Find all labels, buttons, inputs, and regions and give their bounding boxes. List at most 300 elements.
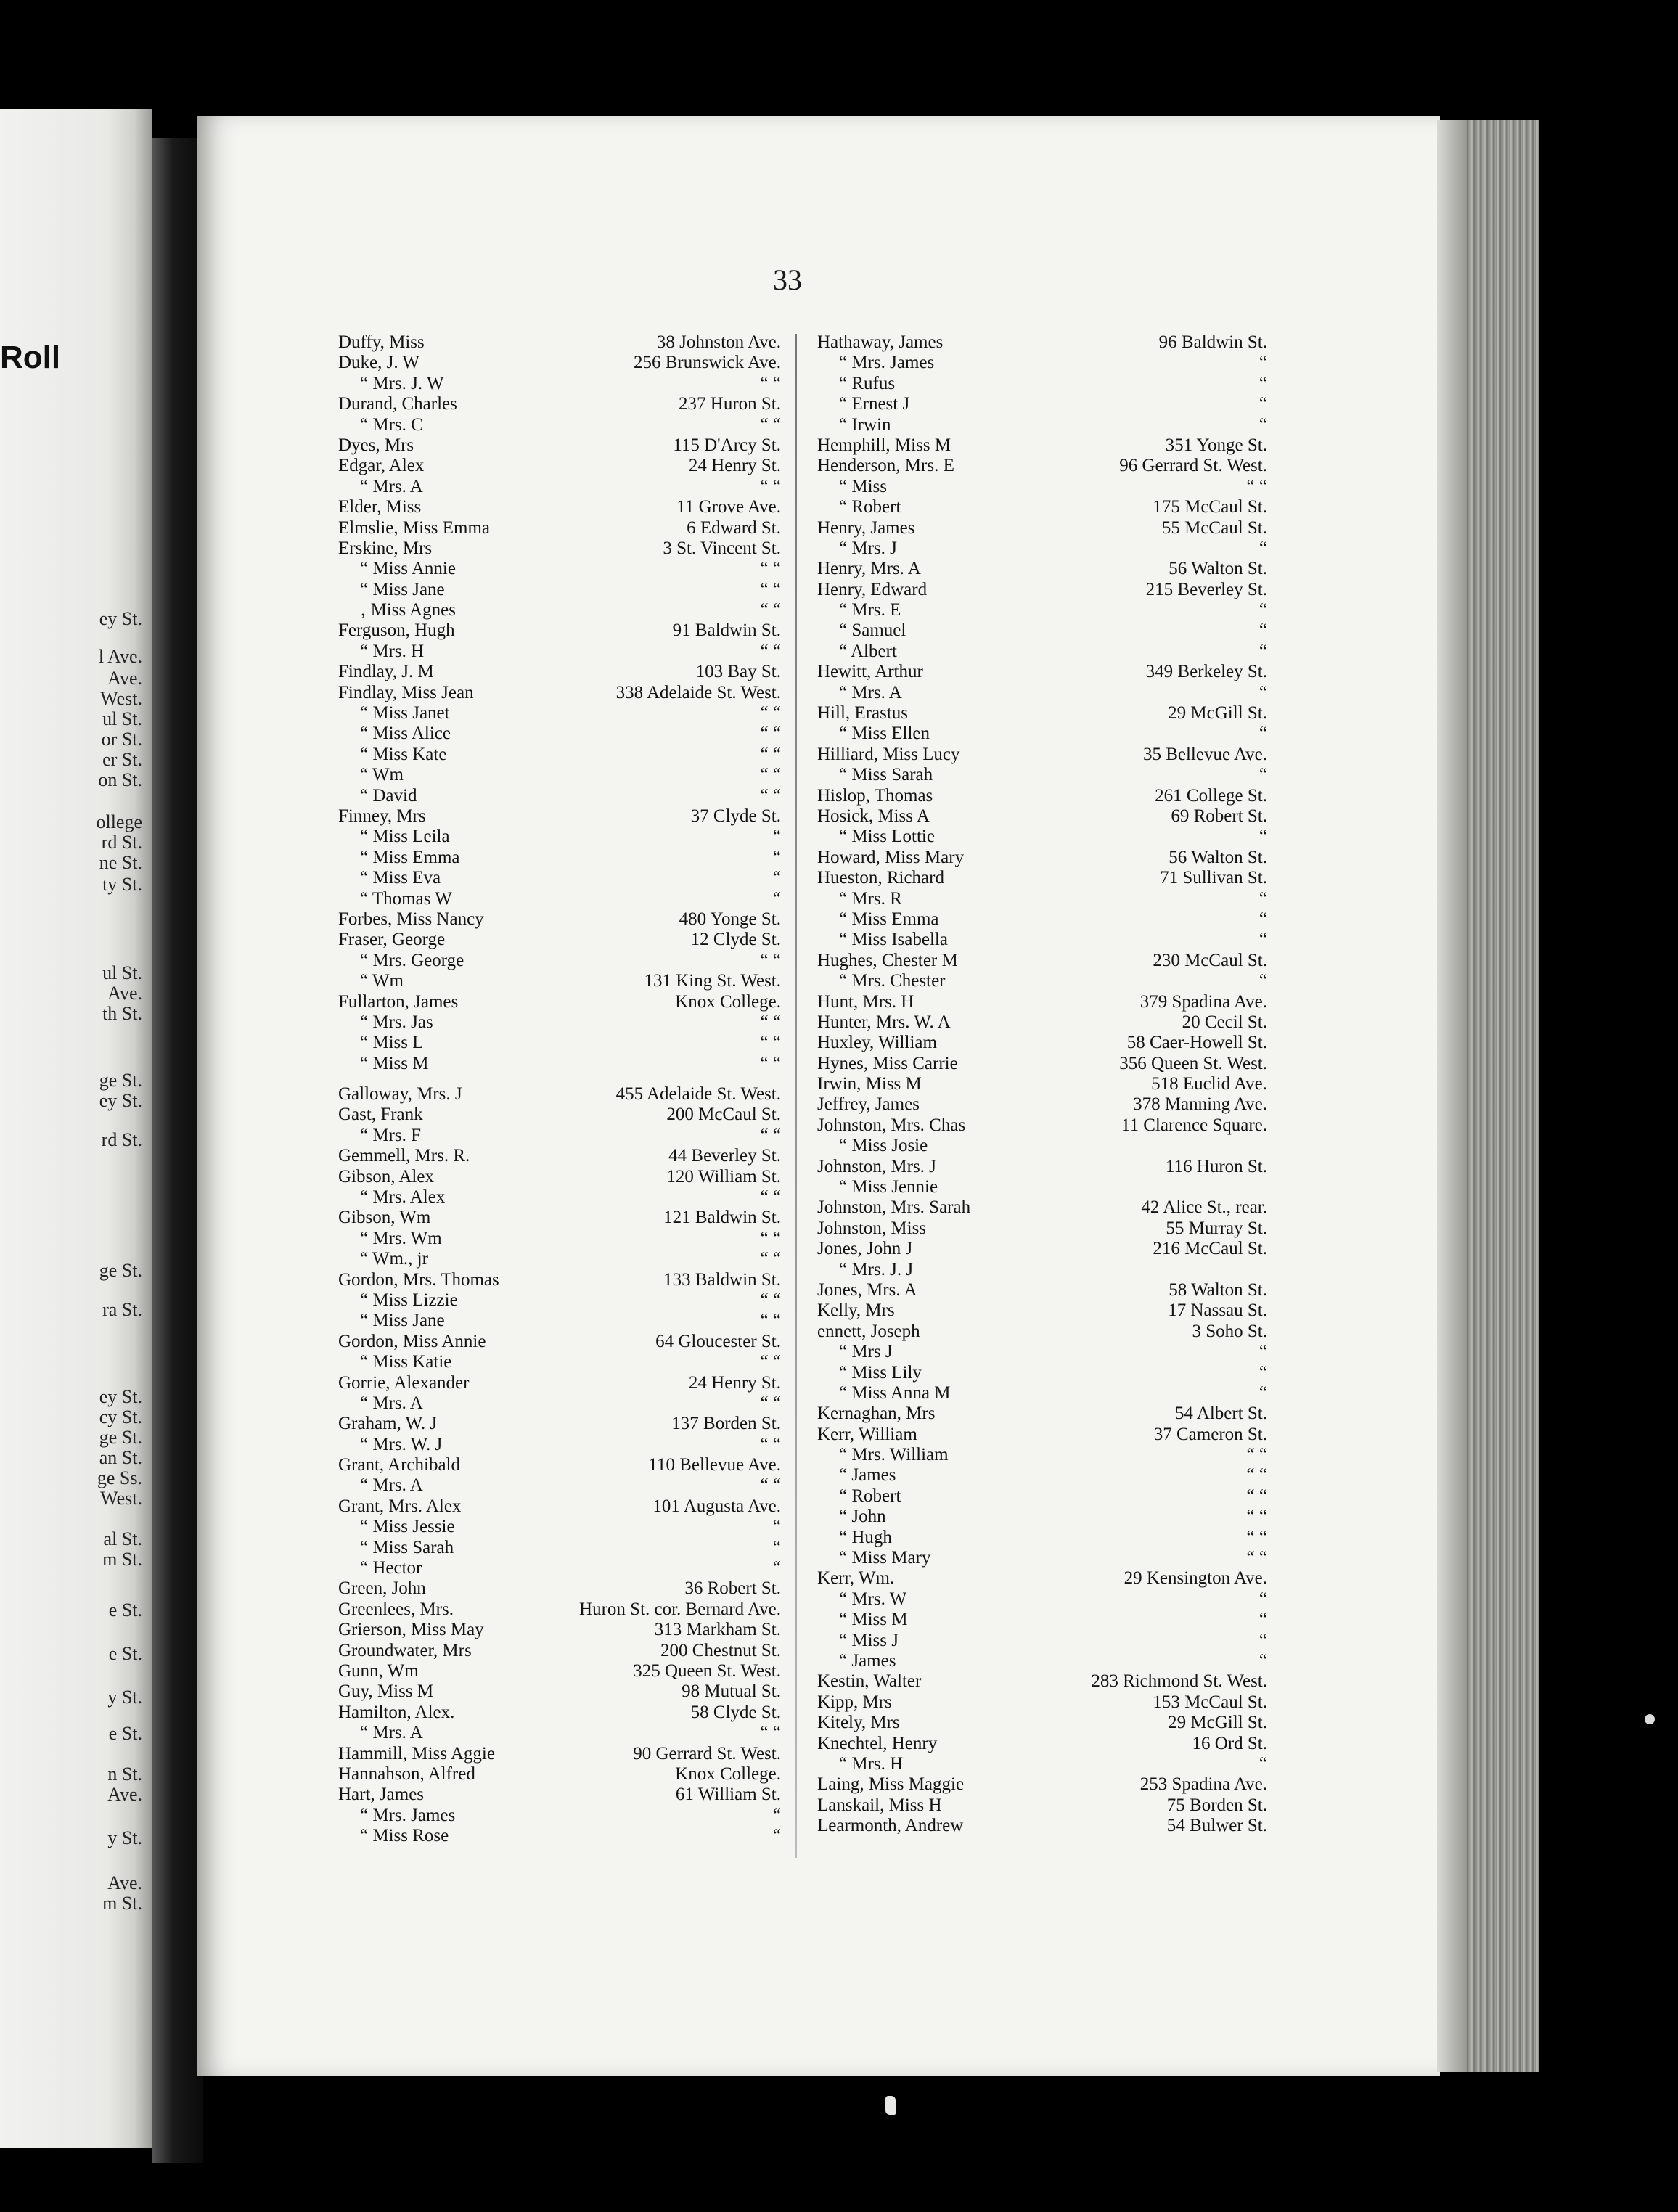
entry-name: “ Mrs. H: [360, 641, 425, 661]
entry-name: “ Mrs. William: [839, 1445, 949, 1465]
directory-entry: [817, 1239, 1267, 1259]
directory-entry: [338, 477, 781, 497]
entry-address: 313 Markham St.: [654, 1620, 781, 1640]
entry-name: Knechtel, Henry: [817, 1733, 938, 1753]
directory-entry: [817, 745, 1267, 765]
directory-entry: [817, 600, 1267, 620]
directory-entry: [338, 827, 781, 847]
entry-name: “ Miss Lizzie: [360, 1290, 458, 1310]
entry-address: “: [772, 868, 781, 888]
directory-entry: [817, 538, 1267, 559]
entry-address: 75 Borden St.: [1166, 1795, 1267, 1815]
entry-address: 24 Henry St.: [688, 456, 781, 476]
previous-page-fragment: al St.: [103, 1528, 142, 1549]
entry-address: 58 Caer-Howell St.: [1126, 1033, 1267, 1053]
entry-address: “ “: [760, 1249, 781, 1269]
directory-entry: [338, 930, 781, 950]
entry-address: “: [1258, 1630, 1267, 1650]
directory-entry: [338, 353, 781, 373]
previous-page-fragment: e St.: [108, 1643, 142, 1664]
previous-page-fragment: ge Ss.: [97, 1467, 142, 1488]
entry-address: “: [1258, 394, 1267, 414]
entry-address: 325 Queen St. West.: [633, 1661, 781, 1681]
directory-entry: [817, 1033, 1267, 1053]
directory-entry: [817, 1322, 1267, 1342]
entry-address: 480 Yonge St.: [679, 909, 781, 929]
entry-name: “ Mrs. J. W: [360, 373, 444, 393]
entry-name: “ Mrs. A: [360, 476, 423, 496]
directory-entry: [338, 1373, 781, 1393]
entry-name: Kerr, William: [817, 1424, 917, 1444]
directory-entry: [817, 477, 1267, 497]
entry-address: “ “: [760, 1311, 781, 1331]
entry-name: Kernaghan, Mrs: [817, 1404, 936, 1424]
directory-entry: [338, 1455, 781, 1475]
previous-page-fragment: West.: [100, 688, 142, 709]
directory-entry: [338, 1517, 781, 1537]
directory-entry: [338, 1012, 781, 1033]
directory-entry: [338, 1661, 781, 1681]
directory-entry: [817, 1692, 1267, 1713]
directory-entry: [338, 1187, 781, 1208]
entry-address: 230 McCaul St.: [1153, 950, 1267, 970]
entry-name: “ Mrs. W. J: [360, 1434, 443, 1454]
entry-name: Elder, Miss: [338, 497, 422, 517]
directory-entry: [817, 1734, 1267, 1754]
entry-address: 153 McCaul St.: [1153, 1692, 1267, 1712]
entry-name: Kipp, Mrs: [817, 1692, 892, 1712]
directory-entry: [338, 1249, 781, 1269]
entry-name: “ Hugh: [839, 1527, 892, 1547]
entry-name: “ Miss Emma: [360, 847, 460, 867]
entry-address: “ “: [760, 1053, 781, 1073]
previous-page-fragment: er St.: [102, 749, 142, 770]
directory-entry: [338, 1681, 781, 1702]
directory-entry: [338, 848, 781, 868]
entry-name: “ Mrs. Chester: [839, 971, 946, 991]
paper-blemish: [885, 2096, 896, 2115]
entry-address: 16 Ord St.: [1192, 1733, 1267, 1753]
entry-address: 131 King St. West.: [644, 971, 781, 991]
entry-name: “ Wm: [360, 971, 404, 991]
entry-address: “ “: [760, 1125, 781, 1145]
entry-name: Durand, Charles: [338, 394, 457, 414]
entry-address: 91 Baldwin St.: [672, 620, 781, 641]
entry-address: 121 Baldwin St.: [663, 1208, 781, 1228]
previous-page-fragment: y St.: [107, 1827, 142, 1848]
entry-address: “ “: [1246, 1465, 1267, 1486]
entry-address: 55 Murray St.: [1166, 1218, 1267, 1238]
directory-entry: [817, 1383, 1267, 1404]
entry-name: “ James: [839, 1651, 896, 1671]
entry-address: 338 Adelaide St. West.: [615, 682, 781, 702]
entry-address: 518 Euclid Ave.: [1151, 1074, 1267, 1094]
directory-entry: [817, 786, 1267, 806]
entry-name: Gast, Frank: [338, 1105, 423, 1125]
entry-name: Duke, J. W: [338, 353, 420, 373]
entry-name: “ Mrs. A: [360, 1723, 423, 1743]
entry-name: Kelly, Mrs: [817, 1300, 895, 1321]
entry-address: 71 Sullivan St.: [1160, 868, 1267, 888]
directory-entry: [817, 353, 1267, 373]
entry-address: 20 Cecil St.: [1182, 1012, 1267, 1032]
directory-entry: [338, 1414, 781, 1434]
entry-name: “ Miss Jessie: [360, 1517, 455, 1537]
entry-name: “ Miss Josie: [839, 1136, 928, 1156]
entry-name: “ Mrs. A: [360, 1393, 423, 1413]
entry-address: Huron St. cor. Bernard Ave.: [579, 1599, 781, 1619]
entry-address: 356 Queen St. West.: [1119, 1053, 1267, 1073]
entry-address: “: [1258, 1342, 1267, 1362]
directory-entry: [338, 1146, 781, 1166]
entry-address: 455 Adelaide St. West.: [615, 1084, 781, 1105]
entry-name: Galloway, Mrs. J: [338, 1084, 462, 1105]
entry-address: 378 Manning Ave.: [1133, 1094, 1267, 1115]
directory-entry: [817, 868, 1267, 888]
previous-page-fragment: ge St.: [99, 1260, 142, 1281]
entry-address: 38 Johnston Ave.: [656, 332, 781, 352]
entry-address: “: [1258, 971, 1267, 991]
entry-address: “: [772, 1826, 781, 1846]
directory-entry: [817, 1197, 1267, 1218]
entry-address: “ “: [760, 1033, 781, 1053]
entry-address: 35 Bellevue Ave.: [1142, 744, 1267, 764]
directory-entry: [338, 1290, 781, 1311]
entry-name: “ Miss M: [839, 1610, 908, 1630]
directory-entry: [817, 1094, 1267, 1115]
directory-entry: [817, 992, 1267, 1012]
entry-name: Gorrie, Alexander: [338, 1372, 470, 1393]
directory-entry: [817, 415, 1267, 435]
entry-address: “: [772, 1558, 781, 1578]
directory-entry: [338, 1229, 781, 1249]
entry-name: Learmonth, Andrew: [817, 1816, 964, 1836]
directory-entry: [338, 1744, 781, 1764]
entry-address: “: [1258, 620, 1267, 641]
entry-name: Kerr, Wm.: [817, 1568, 895, 1589]
entry-address: “ “: [760, 579, 781, 599]
previous-page-fragment: rd St.: [101, 832, 142, 853]
entry-name: Irwin, Miss M: [817, 1074, 922, 1094]
entry-name: ennett, Joseph: [817, 1321, 920, 1341]
entry-name: Green, John: [338, 1578, 426, 1599]
section-gap: [338, 1074, 781, 1084]
directory-entry: [817, 1754, 1267, 1774]
entry-name: Hewitt, Arthur: [817, 662, 923, 682]
entry-name: “ Miss Alice: [360, 724, 451, 744]
entry-address: “ “: [760, 373, 781, 393]
entry-name: Johnston, Mrs. Chas: [817, 1115, 966, 1135]
entry-name: Laing, Miss Maggie: [817, 1774, 965, 1795]
entry-name: Hamilton, Alex.: [338, 1702, 455, 1722]
directory-entry: [817, 1280, 1267, 1300]
entry-name: “ Miss Isabella: [839, 930, 948, 950]
previous-page-fragment: th St.: [102, 1003, 142, 1024]
left-column: [338, 332, 781, 1847]
entry-address: 103 Bay St.: [695, 662, 781, 682]
previous-page-fragment: ey St.: [99, 608, 142, 629]
directory-entry: [338, 1054, 781, 1074]
entry-address: 29 McGill St.: [1168, 1713, 1267, 1733]
directory-entry: [338, 559, 781, 579]
previous-page-heading: Roll: [0, 340, 61, 375]
entry-address: 69 Robert St.: [1171, 806, 1267, 826]
entry-name: “ Miss Anna M: [839, 1382, 951, 1403]
directory-entry: [338, 1764, 781, 1785]
previous-page-fragment: ollege: [96, 811, 142, 832]
previous-page-fragment: m St.: [102, 1549, 142, 1570]
entry-address: “: [1258, 682, 1267, 702]
previous-page-fragment: ge St.: [99, 1070, 142, 1091]
entry-name: “ Mrs. W: [839, 1589, 907, 1609]
entry-name: “ Miss Sarah: [839, 765, 933, 785]
entry-address: “: [772, 1805, 781, 1825]
entry-name: “ Irwin: [839, 414, 891, 435]
entry-address: “ “: [760, 1290, 781, 1310]
book-gutter: [152, 138, 203, 2163]
entry-name: Kitely, Mrs: [817, 1713, 900, 1733]
previous-page-fragment: ey St.: [99, 1090, 142, 1111]
directory-entry: [817, 806, 1267, 827]
entry-address: “: [772, 888, 781, 909]
entry-address: “: [1258, 1610, 1267, 1630]
entry-address: 200 Chestnut St.: [660, 1640, 781, 1660]
entry-name: “ Mrs. E: [839, 600, 901, 620]
directory-entry: [338, 1208, 781, 1228]
directory-entry: [817, 1115, 1267, 1136]
entry-name: Jones, John J: [817, 1239, 913, 1259]
entry-name: Elmslie, Miss Emma: [338, 517, 491, 538]
directory-entry: [338, 642, 781, 662]
directory-entry: [817, 1012, 1267, 1033]
entry-name: Huxley, William: [817, 1033, 937, 1053]
directory-entry: [338, 620, 781, 641]
entry-name: “ Wm., jr: [360, 1249, 428, 1269]
entry-address: 56 Walton St.: [1169, 847, 1267, 867]
entry-name: Findlay, Miss Jean: [338, 682, 474, 702]
entry-address: “: [1258, 373, 1267, 393]
entry-address: “: [1258, 538, 1267, 558]
entry-address: “: [1258, 1753, 1267, 1774]
entry-name: “ Mrs. Wm: [360, 1228, 442, 1248]
entry-name: Hill, Erastus: [817, 703, 908, 724]
directory-entry: [817, 1671, 1267, 1692]
entry-address: 61 William St.: [675, 1785, 781, 1805]
entry-address: “: [1258, 641, 1267, 661]
entry-name: “ Miss Kate: [360, 744, 447, 764]
directory-entry: [817, 827, 1267, 847]
entry-address: 64 Gloucester St.: [655, 1331, 781, 1351]
previous-page-fragment: ne St.: [99, 852, 142, 873]
directory-entry: [817, 683, 1267, 703]
directory-entry: [338, 456, 781, 476]
entry-name: “ John: [839, 1507, 886, 1527]
entry-address: “ “: [1246, 1486, 1267, 1506]
entry-address: “ “: [760, 1352, 781, 1372]
entry-address: “ “: [760, 1187, 781, 1208]
directory-entry: [338, 1599, 781, 1620]
entry-name: “ Miss Sarah: [360, 1537, 454, 1557]
entry-name: “ Mrs. A: [839, 682, 902, 702]
entry-address: 58 Walton St.: [1169, 1279, 1267, 1300]
entry-name: “ Miss Janet: [360, 703, 450, 724]
entry-address: “ “: [760, 744, 781, 764]
entry-address: “ “: [760, 414, 781, 435]
entry-address: “: [1258, 1589, 1267, 1609]
entry-address: 54 Bulwer St.: [1166, 1816, 1267, 1836]
paper-blemish: [1645, 1714, 1655, 1724]
entry-address: “: [1258, 1382, 1267, 1403]
entry-name: “ Albert: [839, 641, 897, 661]
entry-name: Duffy, Miss: [338, 332, 425, 352]
entry-name: “ Miss Jane: [360, 579, 445, 599]
directory-entry: [338, 538, 781, 559]
directory-entry: [338, 1270, 781, 1290]
directory-entry: [338, 1033, 781, 1053]
entry-address: “: [1258, 600, 1267, 620]
directory-entry: [817, 1177, 1267, 1197]
directory-entry: [817, 1486, 1267, 1507]
entry-address: 37 Clyde St.: [690, 806, 781, 826]
entry-address: “: [1258, 765, 1267, 785]
directory-entry: [338, 724, 781, 744]
entry-name: ‚ Miss Agnes: [360, 600, 456, 620]
entry-name: Graham, W. J: [338, 1414, 438, 1434]
directory-entry: [817, 1445, 1267, 1465]
page-edges: [1437, 120, 1539, 2072]
entry-address: 24 Henry St.: [688, 1372, 781, 1393]
entry-name: “ Mrs. James: [360, 1805, 456, 1825]
entry-name: “ Miss Annie: [360, 559, 456, 579]
directory-entry: [817, 518, 1267, 538]
entry-address: “: [1258, 827, 1267, 847]
directory-entry: [338, 1723, 781, 1743]
entry-address: 283 Richmond St. West.: [1091, 1671, 1267, 1692]
directory-entry: [817, 1631, 1267, 1651]
directory-entry: [817, 1465, 1267, 1486]
previous-page-fragment: Ave.: [107, 1784, 142, 1805]
directory-entry: [817, 374, 1267, 394]
directory-entry: [338, 1578, 781, 1599]
directory-entry: [817, 435, 1267, 456]
entry-address: “ “: [760, 476, 781, 496]
entry-name: Hemphill, Miss M: [817, 435, 951, 455]
directory-entry: [817, 1816, 1267, 1836]
directory-entry: [817, 394, 1267, 414]
entry-name: Hunter, Mrs. W. A: [817, 1012, 951, 1032]
entry-name: Finney, Mrs: [338, 806, 426, 826]
directory-entry: [817, 559, 1267, 579]
directory-entry: [817, 951, 1267, 971]
entry-address: “: [1258, 353, 1267, 373]
directory-entry: [817, 1260, 1267, 1280]
previous-page-fragment: ul St.: [102, 708, 142, 729]
entry-address: 55 McCaul St.: [1161, 517, 1267, 538]
entry-address: 237 Huron St.: [679, 394, 781, 414]
entry-name: Johnston, Mrs. Sarah: [817, 1197, 971, 1218]
directory-entry: [338, 1785, 781, 1805]
entry-address: 3 St. Vincent St.: [663, 538, 781, 558]
previous-page-fragment: e St.: [108, 1599, 142, 1621]
entry-address: “ “: [760, 950, 781, 970]
entry-address: “ “: [760, 785, 781, 806]
entry-address: 215 Beverley St.: [1145, 579, 1267, 599]
directory-entry: [338, 971, 781, 991]
directory-entry: [338, 1393, 781, 1414]
entry-address: 58 Clyde St.: [690, 1702, 781, 1722]
entry-address: 42 Alice St., rear.: [1141, 1197, 1267, 1218]
entry-name: “ Ernest J: [839, 394, 910, 414]
entry-name: Johnston, Miss: [817, 1218, 927, 1238]
previous-page-fragment: m St.: [102, 1893, 142, 1914]
directory-entry: [338, 415, 781, 435]
entry-name: “ Mrs. George: [360, 950, 464, 970]
previous-page-fragment: y St.: [107, 1687, 142, 1708]
entry-address: “ “: [1246, 1445, 1267, 1465]
directory-entry: [338, 394, 781, 414]
entry-address: 11 Clarence Square.: [1121, 1115, 1267, 1135]
directory-entry: [338, 951, 781, 971]
entry-name: Gordon, Mrs. Thomas: [338, 1269, 499, 1290]
directory-entry: [338, 909, 781, 930]
entry-name: Hunt, Mrs. H: [817, 991, 914, 1012]
previous-page-fragment: Ave.: [107, 1872, 142, 1893]
entry-address: 175 McCaul St.: [1153, 497, 1267, 517]
directory-entry: [817, 703, 1267, 724]
entry-address: 6 Edward St.: [687, 517, 781, 538]
previous-page-fragment: Ave.: [107, 668, 142, 689]
directory-entry: [817, 1713, 1267, 1733]
entry-name: Erskine, Mrs: [338, 538, 433, 558]
entry-address: “ “: [1246, 1507, 1267, 1527]
entry-name: Hannahson, Alfred: [338, 1764, 475, 1784]
entry-address: “ “: [760, 1228, 781, 1248]
entry-address: Knox College.: [675, 1764, 781, 1784]
directory-entry: [338, 806, 781, 827]
entry-name: Hilliard, Miss Lucy: [817, 744, 960, 764]
entry-address: “ “: [760, 724, 781, 744]
directory-entry: [338, 1332, 781, 1352]
directory-entry: [338, 1538, 781, 1558]
directory-entry: [338, 1475, 781, 1496]
entry-name: “ Samuel: [839, 620, 906, 641]
entry-address: “: [772, 1517, 781, 1537]
directory-entry: [338, 580, 781, 600]
directory-entry: [338, 765, 781, 785]
entry-address: “ “: [1246, 1548, 1267, 1568]
entry-name: “ James: [839, 1465, 896, 1486]
entry-name: “ Rufus: [839, 373, 896, 393]
entry-name: Edgar, Alex: [338, 456, 425, 476]
entry-name: “ Miss Jennie: [839, 1177, 938, 1197]
entry-name: Groundwater, Mrs: [338, 1640, 472, 1660]
entry-address: “ “: [760, 1723, 781, 1743]
entry-address: 98 Mutual St.: [682, 1681, 781, 1702]
entry-name: Hammill, Miss Aggie: [338, 1743, 495, 1764]
previous-page-fragment: West.: [100, 1488, 142, 1509]
entry-address: 116 Huron St.: [1165, 1156, 1267, 1176]
previous-page-fragment: cy St.: [99, 1406, 142, 1427]
previous-page-fragment: ey St.: [99, 1386, 142, 1407]
directory-entry: [338, 518, 781, 538]
entry-name: “ Miss Lottie: [839, 827, 935, 847]
entry-address: “: [1258, 888, 1267, 909]
entry-address: 256 Brunswick Ave.: [634, 353, 781, 373]
entry-address: 90 Gerrard St. West.: [633, 1743, 781, 1764]
right-column: [817, 332, 1267, 1837]
directory-entry: [817, 1342, 1267, 1362]
entry-name: “ Mrs. Alex: [360, 1187, 446, 1208]
